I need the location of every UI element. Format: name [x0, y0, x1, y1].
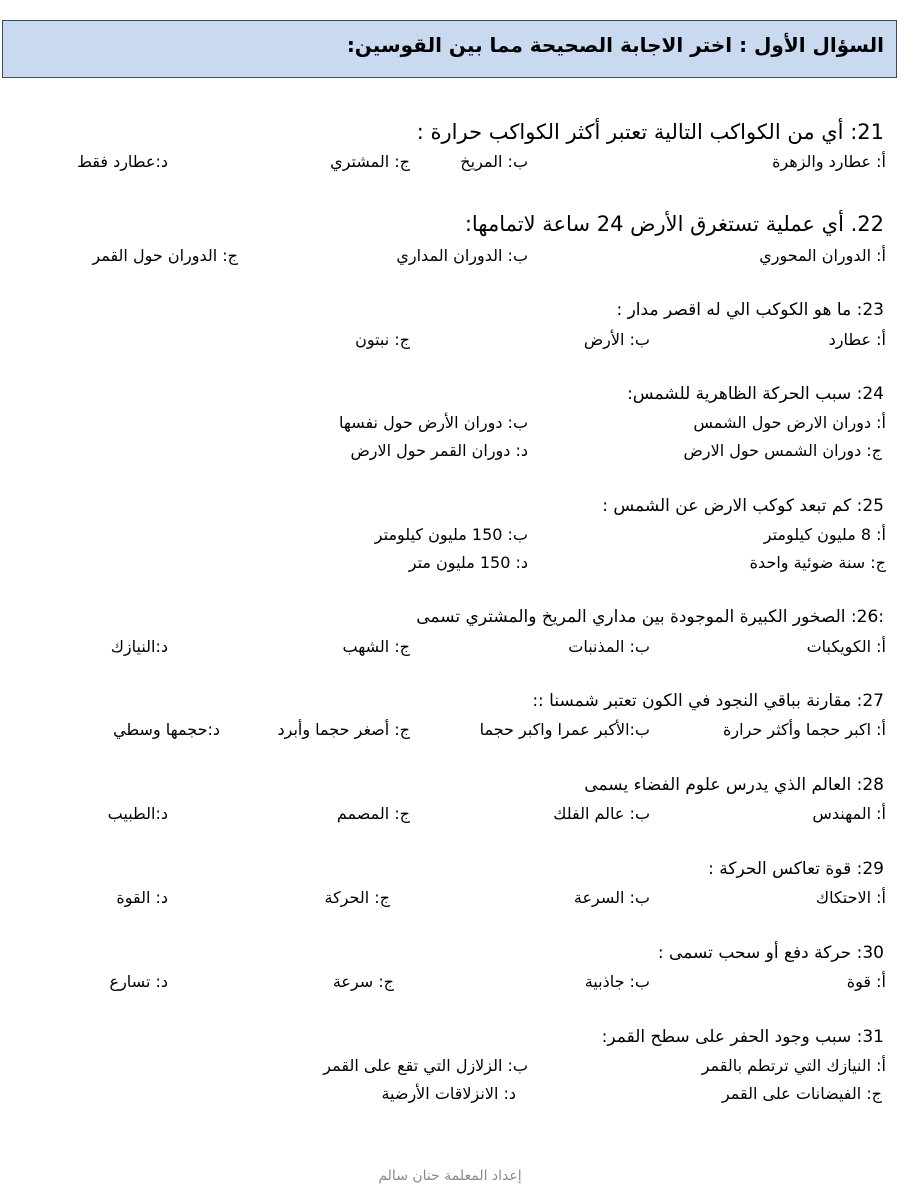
question-text: 24: سبب الحركة الظاهرية للشمس:: [627, 384, 884, 404]
option-d: د:عطارد فقط: [77, 152, 168, 171]
section-title: السؤال الأول : اختر الاجابة الصحيحة مما بين القوسين:: [346, 33, 884, 57]
option-c: ج: سنة ضوئية واحدة: [749, 553, 886, 572]
question-text: 31: سبب وجود الحفر على سطح القمر:: [601, 1027, 884, 1047]
question-text: 22. أي عملية تستغرق الأرض 24 ساعة لاتمامها:: [464, 212, 884, 236]
option-c: ج: الحركة: [324, 888, 390, 907]
option-c: ج: المشتري: [330, 152, 410, 171]
question-text: 30: حركة دفع أو سحب تسمى :: [657, 943, 884, 963]
option-a: أ: الدوران المحوري: [759, 246, 886, 265]
option-d: د: القوة: [116, 888, 168, 907]
question-text: 27: مقارنة بباقي النجود في الكون تعتبر شمسنا ::: [532, 691, 884, 711]
option-c: ج: الدوران حول القمر: [92, 246, 238, 265]
option-c: ج: سرعة: [332, 972, 394, 991]
option-b: ب: عالم الفلك: [553, 804, 650, 823]
footer-credit: إعداد المعلمة حنان سالم: [378, 1168, 522, 1184]
question-text: 25: كم تبعد كوكب الارض عن الشمس :: [602, 496, 884, 516]
question-text: 29: قوة تعاكس الحركة :: [708, 859, 884, 879]
question-text: 21: أي من الكواكب التالية تعتبر أكثر الكواكب حرارة :: [416, 120, 884, 144]
option-b: ب: المذنبات: [568, 637, 650, 656]
option-b: ب: 150 مليون كيلومتر: [374, 525, 528, 544]
option-d: د:حجمها وسطي: [113, 720, 220, 739]
option-c: ج: أصغر حجما وأبرد: [277, 720, 410, 739]
option-a: أ: الكويكبات: [806, 637, 886, 656]
option-b: ب: جاذبية: [584, 972, 650, 991]
option-a: أ: عطارد والزهرة: [772, 152, 886, 171]
option-d: د:النيازك: [110, 637, 168, 656]
option-c: ج: دوران الشمس حول الارض: [683, 441, 882, 460]
option-a: أ: اكبر حجما وأكثر حرارة: [723, 720, 886, 739]
option-a: أ: الاحتكاك: [815, 888, 886, 907]
option-d: د: الانزلاقات الأرضية: [381, 1084, 516, 1103]
option-b: ب: دوران الأرض حول نفسها: [338, 413, 528, 432]
option-a: أ: المهندس: [812, 804, 886, 823]
question-header: [2, 20, 897, 78]
option-b: ب: الدوران المداري: [396, 246, 528, 265]
option-a: أ: عطارد: [828, 330, 886, 349]
option-a: أ: دوران الارض حول الشمس: [693, 413, 886, 432]
question-text: :26: الصخور الكبيرة الموجودة بين مداري المريخ والمشتري تسمى: [416, 607, 884, 627]
option-d: د:الطبيب: [107, 804, 168, 823]
option-d: د: دوران القمر حول الارض: [350, 441, 528, 460]
option-c: ج: نبتون: [355, 330, 410, 349]
option-c: ج: الشهب: [342, 637, 410, 656]
option-b: ب: السرعة: [573, 888, 650, 907]
option-a: أ: قوة: [846, 972, 886, 991]
option-c: ج: الفيضانات على القمر: [721, 1084, 882, 1103]
option-d: د: 150 مليون متر: [408, 553, 528, 572]
option-b: ب: الأرض: [583, 330, 650, 349]
question-text: 23: ما هو الكوكب الي له اقصر مدار :: [616, 300, 884, 320]
option-a: أ: 8 مليون كيلومتر: [763, 525, 886, 544]
question-text: 28: العالم الذي يدرس علوم الفضاء يسمى: [584, 775, 884, 795]
option-b: ب:الأكبر عمرا واكبر حجما: [479, 720, 650, 739]
option-a: أ: النيازك التي ترتطم بالقمر: [701, 1056, 886, 1075]
option-b: ب: المريخ: [460, 152, 528, 171]
option-b: ب: الزلازل التي تقع على القمر: [323, 1056, 528, 1075]
option-d: د: تسارع: [109, 972, 168, 991]
option-c: ج: المصمم: [336, 804, 410, 823]
